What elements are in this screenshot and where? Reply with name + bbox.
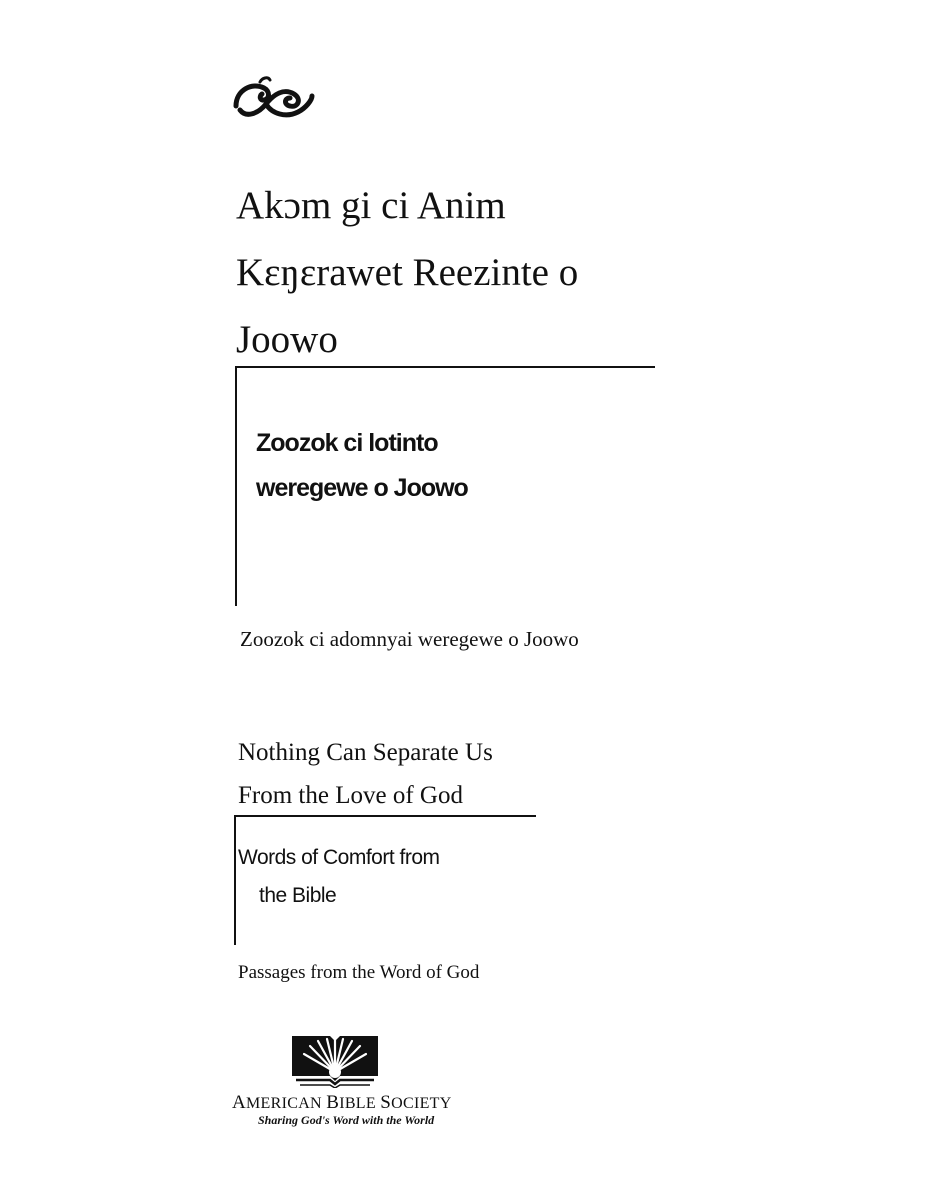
english-subtitle-line-2: the Bible [259, 884, 337, 907]
publisher-tagline: Sharing God's Word with the World [258, 1113, 435, 1127]
frame-rule-left [235, 366, 237, 606]
publisher-name: AMERICAN BIBLE SOCIETY [232, 1092, 452, 1113]
title-line-2: Kɛŋɛrawet Reezinte o [236, 251, 579, 294]
page-title [236, 172, 578, 373]
subtitle-line-2: weregewe o Joowo [256, 474, 468, 502]
subtitle-line-1: Zoozok ci lotinto [256, 429, 438, 457]
title-line-1: Akɔm gi ci Anim [236, 184, 506, 227]
english-passages: Passages from the Word of God [238, 962, 480, 983]
english-title [238, 731, 493, 817]
frame-rule-top [235, 366, 655, 368]
title-line-3: Joowo [236, 318, 338, 361]
english-subtitle-line-1: Words of Comfort from [238, 846, 440, 869]
open-book-sunburst-icon [290, 1032, 380, 1088]
english-frame-rule-top [234, 815, 536, 817]
english-title-line-1: Nothing Can Separate Us [238, 739, 493, 766]
english-title-line-2: From the Love of God [238, 782, 463, 809]
fleuron-scroll-icon [232, 72, 318, 124]
subtitle-passages: Zoozok ci adomnyai weregewe o Joowo [240, 627, 579, 651]
english-frame-rule-left [234, 815, 236, 945]
subtitle [256, 421, 468, 511]
